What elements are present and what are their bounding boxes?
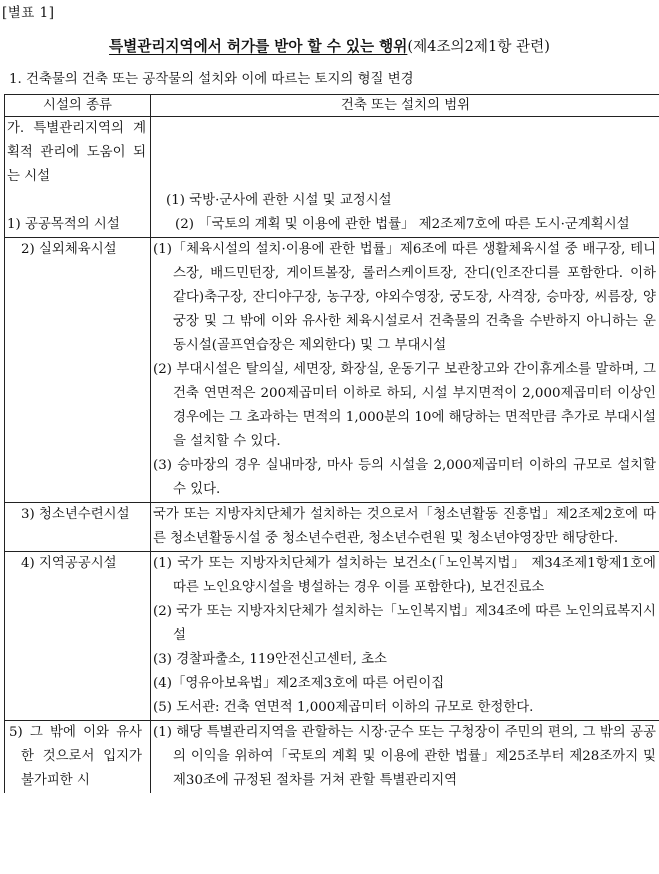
- table-row: [5, 552, 659, 721]
- facility-label-other-similar: 5) 그 밖에 이와 유사한 것으로서 입지가 불가피한 시: [9, 725, 142, 788]
- scope-item: (1)「체육시설의 설치·이용에 관한 법률」제6조에 따른 생활체육시설 중 배구장, 테니스장, 배드민턴장, 게이트볼장, 롤러스케이트장, 잔디(인조잔디를 포함한다. 이하 같다)축구장, 잔디야구장, 농구장, 야외수영장, 궁도장, 사격장, 승마장, 씨름장, 양궁장 및 그 밖에 이와 유사한 체육시설로서 건축물의 건축을 수반하지 아니하는 운동시설(골프연습장은 제외한다) 및 그 부대시설: [153, 242, 656, 353]
- scope-item: (1) 국방·군사에 관한 시설 및 교정시설: [166, 193, 392, 208]
- scope-item: (5) 도서관: 건축 연면적 1,000제곱미터 이하의 규모로 한정한다.: [153, 700, 534, 715]
- scope-item: 국가 또는 지방자치단체가 설치하는 것으로서「청소년활동 진흥법」제2조제2호에 따른 청소년활동시설 중 청소년수련관, 청소년수련원 및 청소년야영장만 해당한다.: [153, 507, 656, 546]
- scope-item: (4)「영유아보육법」제2조제3호에 따른 어린이집: [153, 676, 445, 691]
- table-row: [5, 238, 659, 503]
- table-row: [5, 503, 659, 552]
- header-facility-type: 시설의 종류: [5, 95, 151, 117]
- facility-label-youth-training: 3) 청소년수련시설: [21, 507, 130, 522]
- title-main: 특별관리지역에서 허가를 받아 할 수 있는 행위: [109, 38, 408, 55]
- scope-cell: [151, 238, 659, 503]
- facility-label-public: 1) 공공목적의 시설: [7, 217, 120, 232]
- header-construction-scope: 건축 또는 설치의 범위: [151, 95, 659, 117]
- section-heading: 1. 건축물의 건축 또는 공작물의 설치와 이에 따르는 토지의 형질 변경: [9, 72, 414, 87]
- scope-cell: [151, 552, 659, 721]
- permitted-activities-table: [4, 94, 659, 793]
- facility-cell: [5, 117, 151, 238]
- facility-cell: [5, 552, 151, 721]
- facility-cell: [5, 503, 151, 552]
- annex-label: [별표 1]: [2, 5, 55, 21]
- title-reference: (제4조의2제1항 관련): [407, 38, 550, 55]
- scope-item: (2) 「국토의 계획 및 이용에 관한 법률」 제2조제7호에 따른 도시·군계획시설: [175, 217, 630, 232]
- scope-item: (1) 해당 특별관리지역을 관할하는 시장·군수 또는 구청장이 주민의 편의, 그 밖의 공공의 이익을 위하여「국토의 계획 및 이용에 관한 법률」제25조부터 제28조까지 및 제30조에 규정된 절차를 거쳐 관할 특별관리지역: [153, 725, 656, 788]
- scope-cell: [151, 117, 659, 238]
- facility-label-outdoor-sports: 2) 실외체육시설: [21, 242, 117, 257]
- scope-cell: [151, 721, 659, 794]
- scope-item: (1) 국가 또는 지방자치단체가 설치하는 보건소(「노인복지법」 제34조제1항제1호에 따른 노인요양시설을 병설하는 경우 이를 포함한다), 보건진료소: [153, 556, 656, 595]
- scope-item: (3) 경찰파출소, 119안전신고센터, 초소: [153, 652, 387, 667]
- scope-item: (2) 국가 또는 지방자치단체가 설치하는「노인복지법」제34조에 따른 노인의료복지시설: [153, 604, 656, 643]
- scope-item: (3) 승마장의 경우 실내마장, 마사 등의 시설을 2,000제곱미터 이하의 규모로 설치할 수 있다.: [153, 458, 656, 497]
- table-header-row: [5, 95, 659, 117]
- facility-label-regional-public: 4) 지역공공시설: [21, 556, 117, 571]
- document-title: [0, 35, 659, 56]
- scope-cell: [151, 503, 659, 552]
- table-row: [5, 117, 659, 238]
- table-row: [5, 721, 659, 794]
- facility-cell: [5, 238, 151, 503]
- scope-item: (2) 부대시설은 탈의실, 세면장, 화장실, 운동기구 보관창고와 간이휴게소를 말하며, 그 건축 연면적은 200제곱미터 이하로 하되, 시설 부지면적이 2,000제곱미터 이상인 경우에는 그 초과하는 면적의 1,000분의 10에 해당하는 면적만큼 추가로 부대시설을 설치할 수 있다.: [153, 362, 656, 449]
- facility-cell: [5, 721, 151, 794]
- group-label: 가. 특별관리지역의 계획적 관리에 도움이 되는 시설: [7, 121, 146, 184]
